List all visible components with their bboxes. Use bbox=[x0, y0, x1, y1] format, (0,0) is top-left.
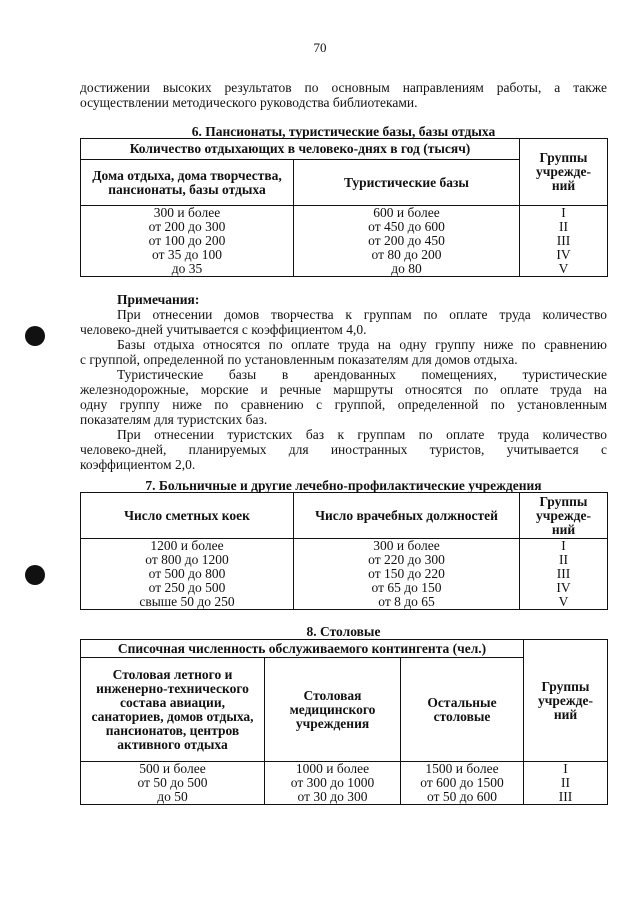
page-number: 70 bbox=[313, 40, 327, 55]
table-cell: 300 и более bbox=[373, 538, 440, 553]
table-cell: 1000 и более bbox=[295, 761, 370, 776]
note-paragraph-1 bbox=[80, 307, 607, 337]
table6-col3-header: Группы учрежде- ний bbox=[520, 139, 608, 206]
note-paragraph-4 bbox=[80, 427, 607, 472]
table-cell: от 200 до 300 bbox=[148, 219, 226, 234]
table7-col3-header: Группы учрежде- ний bbox=[520, 493, 608, 539]
note-line: одну группу ниже по сравнению с группой, определенной по установленным bbox=[80, 397, 607, 412]
table7-col2-header: Число врачебных должностей bbox=[294, 493, 520, 539]
table-cell: III bbox=[558, 789, 573, 804]
table-cell: от 150 до 220 bbox=[368, 566, 445, 581]
note-line: Туристические базы в арендованных помещениях, туристические bbox=[117, 367, 607, 382]
table-cell: I bbox=[561, 538, 566, 553]
table-cell: до 50 bbox=[157, 789, 188, 804]
table-cell: свыше 50 до 250 bbox=[139, 594, 235, 609]
table8 bbox=[80, 639, 608, 805]
table-cell: I bbox=[563, 761, 568, 776]
note-line: При отнесении домов творчества к группам по оплате труда количество bbox=[117, 307, 607, 322]
note-line: коэффициентом 2,0. bbox=[80, 457, 196, 472]
table-cell: от 800 до 1200 bbox=[145, 552, 229, 567]
note-line: человеко-дней, планируемых для иностранных туристов, учитывается с bbox=[80, 442, 607, 457]
table6-col2-header: Туристические базы bbox=[294, 160, 520, 206]
punch-hole-bottom bbox=[25, 565, 45, 585]
table-cell: II bbox=[559, 552, 568, 567]
table-cell: II bbox=[559, 219, 568, 234]
table-cell: V bbox=[558, 594, 569, 609]
notes-title: Примечания: bbox=[117, 292, 200, 307]
note-line: с группой, определенной по установленным показателям для домов отдыха. bbox=[80, 352, 518, 367]
table8-title: 8. Столовые bbox=[306, 624, 381, 639]
table-cell: IV bbox=[556, 580, 571, 595]
table-cell: от 30 до 300 bbox=[297, 789, 368, 804]
note-paragraph-3 bbox=[80, 367, 607, 427]
table8-groups bbox=[524, 762, 608, 805]
table-cell: III bbox=[556, 233, 571, 248]
table-cell: V bbox=[558, 261, 569, 276]
note-line: показателям для туристских баз. bbox=[80, 412, 268, 427]
table-cell: от 220 до 300 bbox=[368, 552, 445, 567]
note-paragraph-2 bbox=[80, 337, 607, 367]
note-line: железнодорожные, морские и речные маршруты относятся по оплате труда на bbox=[80, 382, 607, 397]
table8-col2-header: Столовая медицинского учреждения bbox=[265, 658, 401, 762]
table8-col1-header: Столовая летного и инженерно-технического состава авиации, санаториев, домов отдыха, пансионатов, центров активного отдыха bbox=[81, 658, 265, 762]
table-cell: от 500 до 800 bbox=[148, 566, 226, 581]
table7-col2-values bbox=[294, 539, 520, 610]
table7-groups bbox=[520, 539, 608, 610]
intro-line: достижении высоких результатов по основным направлениям работы, а также bbox=[80, 80, 607, 95]
table-cell: 300 и более bbox=[153, 205, 221, 220]
table-cell: от 80 до 200 bbox=[371, 247, 442, 262]
table6 bbox=[80, 138, 608, 277]
table8-group-header: Списочная численность обслуживаемого контингента (чел.) bbox=[81, 640, 524, 658]
table7-col1-header: Число сметных коек bbox=[81, 493, 294, 539]
table7 bbox=[80, 492, 608, 610]
note-line: Базы отдыха относятся по оплате труда на одну группу ниже по сравнению bbox=[117, 337, 607, 352]
table-cell: II bbox=[561, 775, 570, 790]
table-cell: от 8 до 65 bbox=[378, 594, 435, 609]
table-cell: от 450 до 600 bbox=[368, 219, 445, 234]
table7-col1-values bbox=[81, 539, 294, 610]
table6-col1-values bbox=[81, 206, 294, 277]
table6-title: 6. Пансионаты, туристические базы, базы отдыха bbox=[191, 124, 496, 139]
table-cell: III bbox=[556, 566, 571, 581]
table-cell: от 100 до 200 bbox=[148, 233, 226, 248]
table-cell: от 35 до 100 bbox=[152, 247, 222, 262]
table8-col3-values bbox=[401, 762, 524, 805]
table6-col2-values bbox=[294, 206, 520, 277]
table-cell: от 65 до 150 bbox=[371, 580, 442, 595]
table7-title: 7. Больничные и другие лечебно-профилактические учреждения bbox=[145, 478, 542, 493]
table-cell: от 200 до 450 bbox=[368, 233, 445, 248]
table-cell: 500 и более bbox=[139, 761, 206, 776]
table-cell: от 50 до 500 bbox=[137, 775, 208, 790]
intro-paragraph bbox=[80, 80, 607, 110]
table8-col2-values bbox=[265, 762, 401, 805]
note-line: При отнесении туристских баз к группам по оплате труда количество bbox=[117, 427, 607, 442]
table-cell: от 50 до 600 bbox=[427, 789, 497, 804]
table-cell: до 80 bbox=[391, 261, 422, 276]
table-cell: от 250 до 500 bbox=[148, 580, 226, 595]
table8-col4-header: Группы учрежде- ний bbox=[524, 640, 608, 762]
table6-groups bbox=[520, 206, 608, 277]
table-cell: 1500 и более bbox=[425, 761, 499, 776]
table-cell: 600 и более bbox=[373, 205, 440, 220]
table-cell: от 300 до 1000 bbox=[290, 775, 375, 790]
note-line: человеко-дней учитывается с коэффициентом 4,0. bbox=[80, 322, 367, 337]
table8-col3-header: Остальные столовые bbox=[401, 658, 524, 762]
table6-col1-header: Дома отдыха, дома творчества, пансионаты, базы отдыха bbox=[81, 160, 294, 206]
table-cell: I bbox=[561, 205, 566, 220]
table-cell: до 35 bbox=[171, 261, 203, 276]
table-cell: 1200 и более bbox=[150, 538, 224, 553]
table8-col1-values bbox=[81, 762, 265, 805]
table6-group-header: Количество отдыхающих в человеко-днях в год (тысяч) bbox=[81, 139, 520, 160]
table-cell: IV bbox=[556, 247, 571, 262]
punch-hole-top bbox=[25, 326, 45, 346]
table-cell: от 600 до 1500 bbox=[420, 775, 504, 790]
intro-line: осуществлении методического руководства библиотеками. bbox=[80, 95, 418, 110]
